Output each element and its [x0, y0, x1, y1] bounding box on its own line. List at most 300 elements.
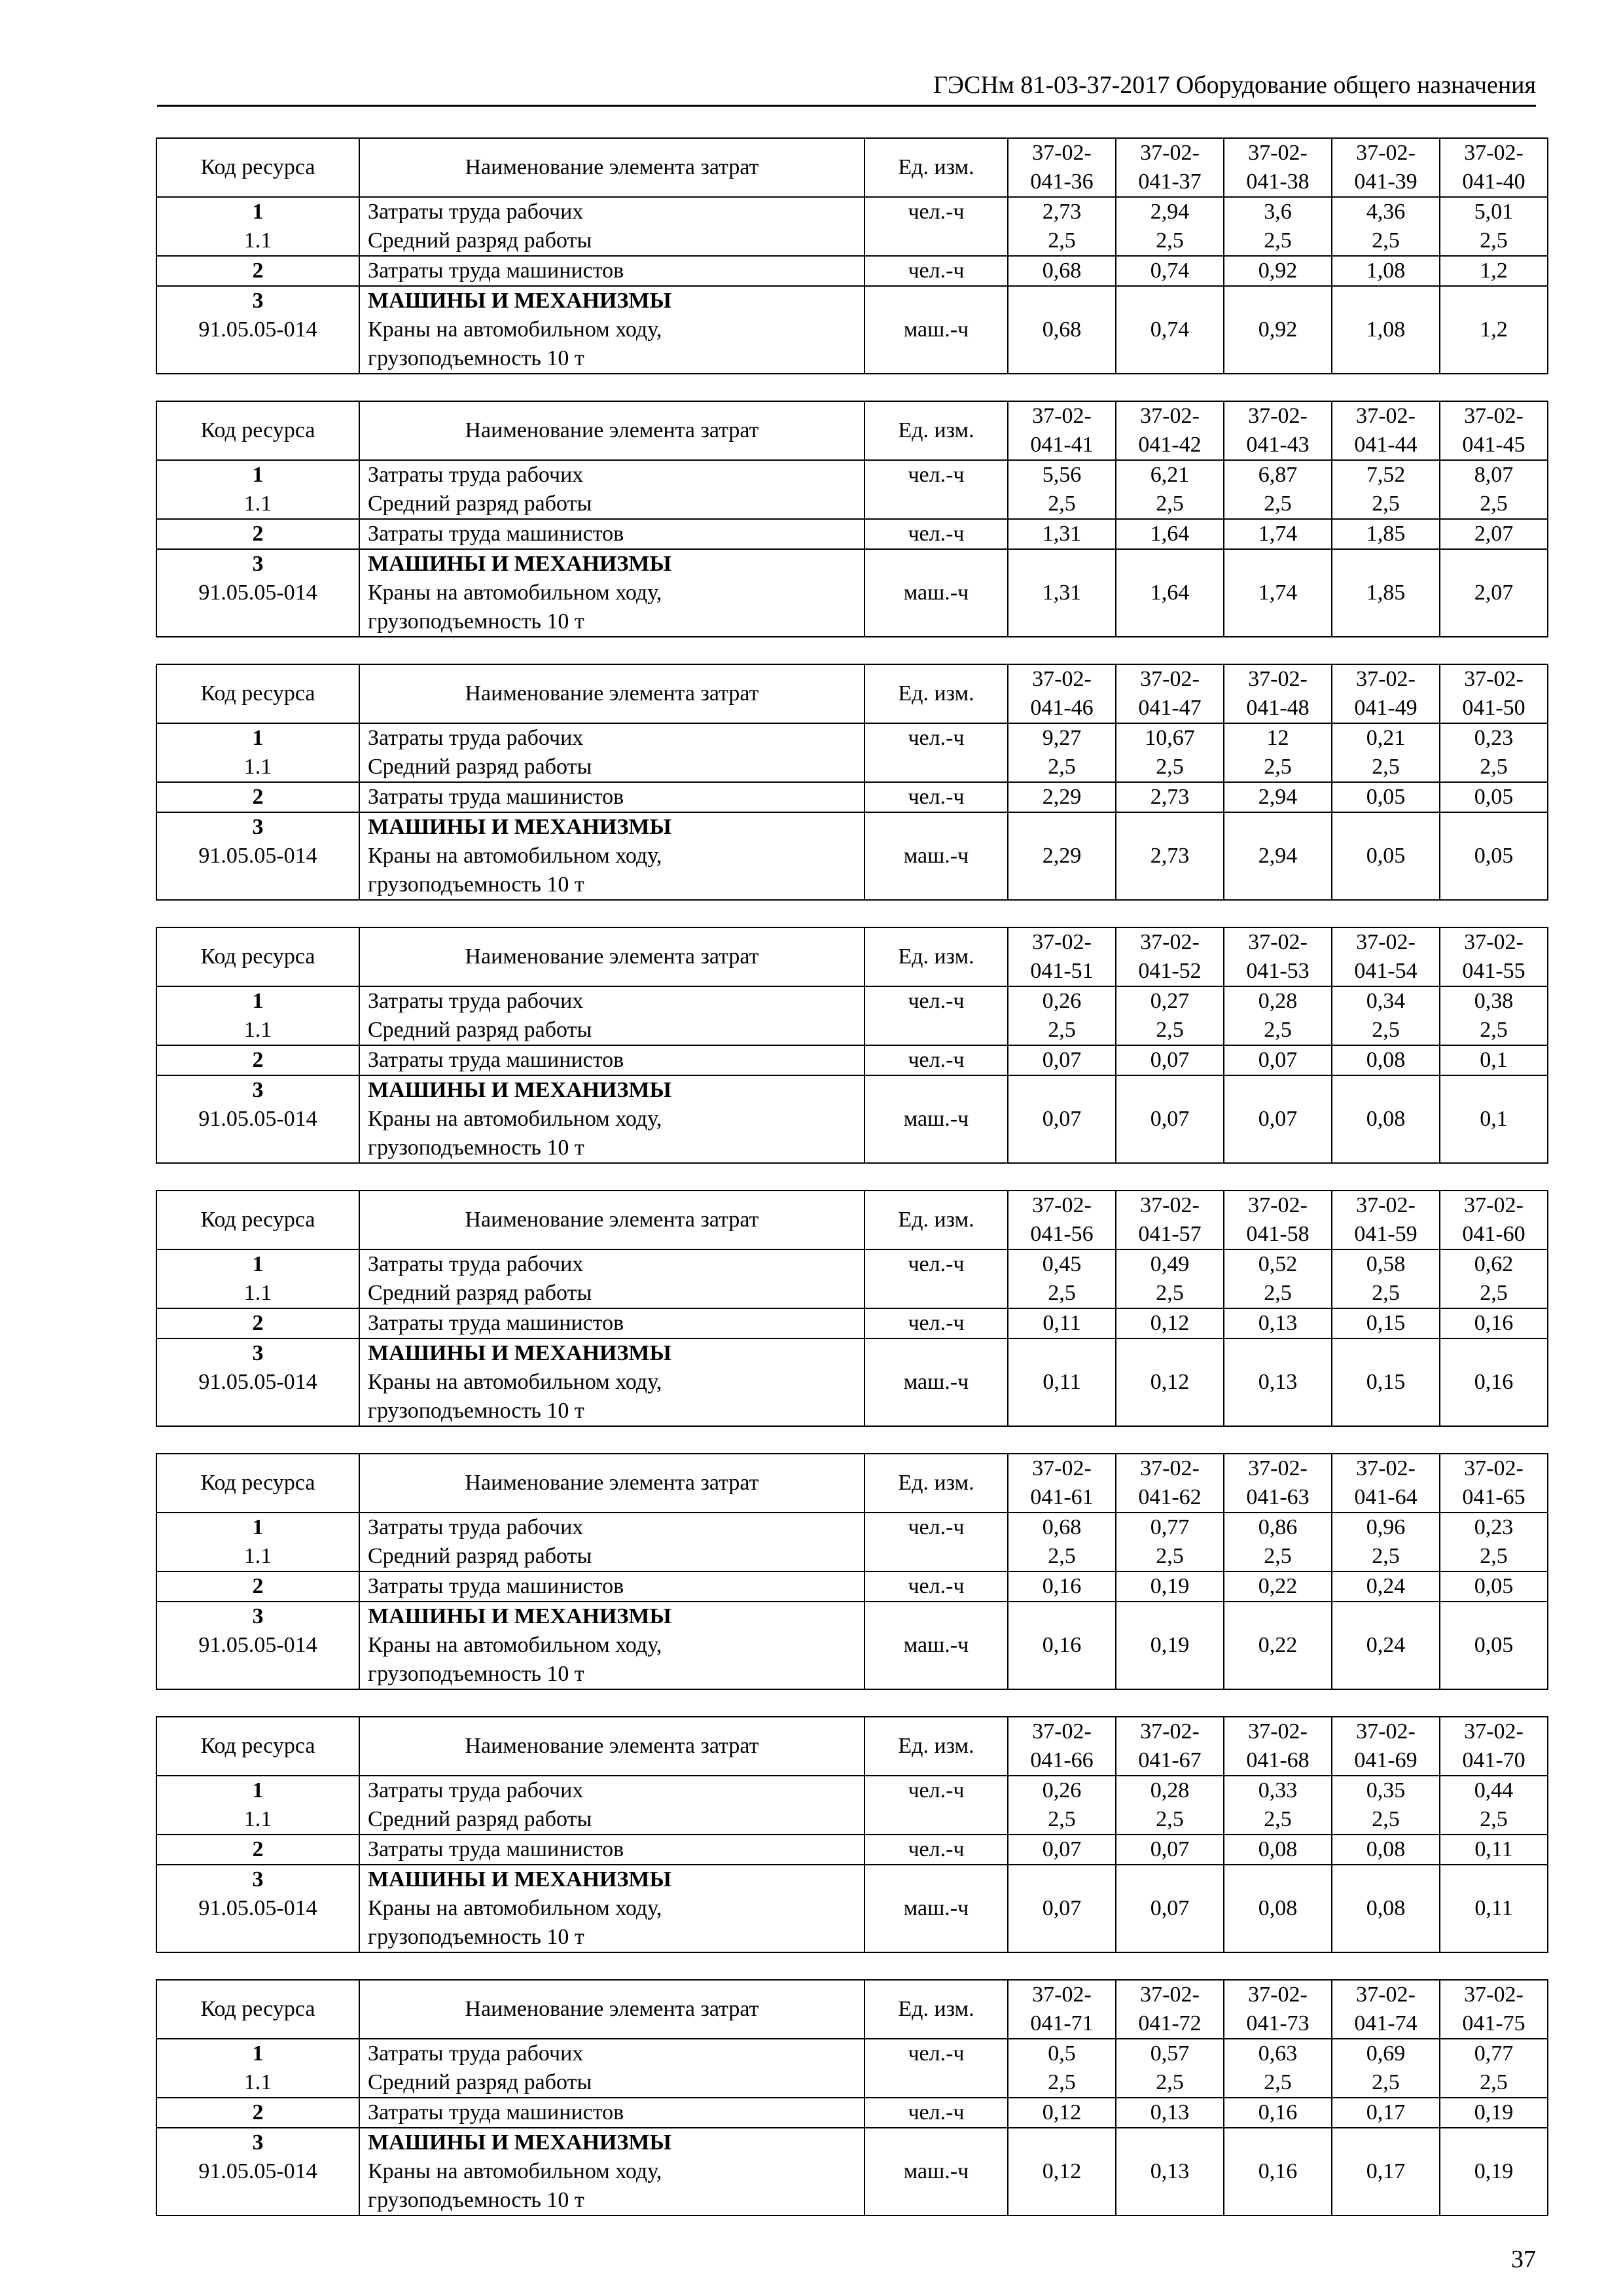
workers-value: 0,63 [1258, 2041, 1298, 2066]
row-unit: чел.-ч [865, 460, 1008, 519]
value-cell [1332, 1249, 1440, 1308]
norm-code-part1: 37-02- [1464, 141, 1524, 165]
value-cell [1440, 723, 1548, 782]
workers-value: 5,01 [1474, 200, 1514, 224]
name-machine-line1: Краны на автомобильном ходу, [368, 1107, 662, 1131]
header-norm-code [1116, 664, 1224, 723]
name-machine-line1: Краны на автомобильном ходу, [368, 581, 662, 605]
norm-code-part2: 041-37 [1138, 170, 1202, 194]
header-norm-code [1332, 138, 1440, 197]
name-workers: Затраты труда рабочих [368, 1778, 584, 1803]
value-cell [1224, 2039, 1332, 2098]
header-norm-code [1224, 927, 1332, 986]
operators-value: 0,05 [1440, 1571, 1548, 1602]
norm-code-part1: 37-02- [1032, 1982, 1092, 2007]
row-unit: чел.-ч [865, 519, 1008, 549]
norm-code-part2: 041-40 [1462, 170, 1525, 194]
operators-value: 0,24 [1332, 1571, 1440, 1602]
operators-value: 0,1 [1440, 1045, 1548, 1075]
operators-value: 0,08 [1332, 1835, 1440, 1865]
norm-code-part1: 37-02- [1248, 1193, 1308, 1217]
operators-value: 0,07 [1224, 1045, 1332, 1075]
table-row [156, 812, 1548, 900]
workers-value: 0,28 [1258, 989, 1298, 1013]
row-code [156, 1513, 359, 1571]
row-code [156, 1075, 359, 1163]
code-1: 1 [252, 463, 264, 487]
header-name: Наименование элемента затрат [359, 1454, 865, 1513]
norm-code-part1: 37-02- [1356, 141, 1416, 165]
value-cell [1008, 723, 1116, 782]
header-norm-code [1440, 1454, 1548, 1513]
code-2: 2 [252, 1311, 264, 1335]
value-cell [1116, 197, 1224, 256]
page-header-title: ГЭСНм 81-03-37-2017 Оборудование общего назначения [933, 71, 1536, 99]
workers-value: 0,5 [1048, 2041, 1076, 2066]
workers-value: 0,68 [1042, 1515, 1082, 1539]
operators-value: 1,64 [1116, 519, 1224, 549]
code-1: 1 [252, 989, 264, 1013]
header-norm-code [1224, 664, 1332, 723]
row-code [156, 197, 359, 256]
grade-value: 2,5 [1048, 228, 1076, 253]
code-2: 2 [252, 522, 264, 546]
value-cell [1440, 986, 1548, 1045]
value-cell [1008, 197, 1116, 256]
header-norm-code [1116, 401, 1224, 460]
machine-value: 0,92 [1224, 286, 1332, 374]
table-row [156, 256, 1548, 286]
table-row [156, 460, 1548, 519]
resource-table [156, 401, 1548, 637]
grade-value: 2,5 [1480, 1018, 1508, 1042]
row-unit: чел.-ч [865, 1249, 1008, 1308]
norm-code-part2: 041-52 [1138, 959, 1202, 983]
header-norm-code [1440, 1980, 1548, 2039]
machine-value: 0,11 [1440, 1865, 1548, 1952]
code-machine: 91.05.05-014 [198, 317, 317, 342]
norm-code-part1: 37-02- [1356, 1456, 1416, 1480]
operators-value: 0,74 [1116, 256, 1224, 286]
workers-value: 0,58 [1366, 1252, 1406, 1276]
workers-value: 5,56 [1042, 463, 1082, 487]
table-row [156, 1776, 1548, 1835]
table-row [156, 1075, 1548, 1163]
row-code [156, 2128, 359, 2215]
row-unit: маш.-ч [865, 812, 1008, 900]
code-machine: 91.05.05-014 [198, 1633, 317, 1657]
code-1-1: 1.1 [243, 2070, 272, 2094]
table-row [156, 1513, 1548, 1571]
header-norm-code [1332, 1191, 1440, 1249]
row-name: Затраты труда машинистов [359, 782, 865, 812]
name-machine-line2: грузоподъемность 10 т [368, 346, 584, 370]
row-unit: чел.-ч [865, 2039, 1008, 2098]
machine-value: 0,16 [1224, 2128, 1332, 2215]
header-unit: Ед. изм. [865, 664, 1008, 723]
name-workers: Затраты труда рабочих [368, 989, 584, 1013]
row-name [359, 197, 865, 256]
name-grade: Средний разряд работы [368, 1544, 592, 1568]
workers-value: 0,38 [1474, 989, 1514, 1013]
row-unit: чел.-ч [865, 1308, 1008, 1338]
machine-value: 0,12 [1116, 1338, 1224, 1426]
row-name [359, 1776, 865, 1835]
norm-code-part2: 041-73 [1246, 2011, 1310, 2036]
table-row [156, 1602, 1548, 1689]
row-name [359, 1075, 865, 1163]
name-machine-line2: грузоподъемность 10 т [368, 872, 584, 897]
workers-value: 10,67 [1145, 726, 1195, 750]
norm-code-part1: 37-02- [1464, 930, 1524, 954]
workers-value: 0,77 [1474, 2041, 1514, 2066]
norm-code-part1: 37-02- [1032, 1193, 1092, 1217]
value-cell [1440, 2039, 1548, 2098]
norm-code-part2: 041-55 [1462, 959, 1525, 983]
norm-code-part1: 37-02- [1464, 667, 1524, 691]
name-workers: Затраты труда рабочих [368, 726, 584, 750]
resource-tables [156, 137, 1537, 2242]
name-grade: Средний разряд работы [368, 228, 592, 253]
machine-value: 0,08 [1332, 1075, 1440, 1163]
norm-code-part1: 37-02- [1356, 1982, 1416, 2007]
norm-code-part2: 041-62 [1138, 1485, 1202, 1509]
machine-value: 0,17 [1332, 2128, 1440, 2215]
operators-value: 0,12 [1116, 1308, 1224, 1338]
machine-value: 0,74 [1116, 286, 1224, 374]
name-grade: Средний разряд работы [368, 2070, 592, 2094]
row-name [359, 286, 865, 374]
workers-value: 0,96 [1366, 1515, 1406, 1539]
norm-code-part1: 37-02- [1140, 1193, 1200, 1217]
header-norm-code [1224, 401, 1332, 460]
code-1-1: 1.1 [243, 1807, 272, 1831]
row-code [156, 519, 359, 549]
name-workers: Затраты труда рабочих [368, 2041, 584, 2066]
code-1-1: 1.1 [243, 228, 272, 253]
row-unit: маш.-ч [865, 1338, 1008, 1426]
value-cell [1008, 460, 1116, 519]
code-3: 3 [252, 1604, 264, 1628]
norm-code-part1: 37-02- [1248, 1982, 1308, 2007]
header-norm-code [1440, 1717, 1548, 1776]
operators-value: 0,08 [1224, 1835, 1332, 1865]
workers-value: 6,21 [1150, 463, 1190, 487]
norm-code-part2: 041-71 [1030, 2011, 1094, 2036]
workers-value: 8,07 [1474, 463, 1514, 487]
code-1-1: 1.1 [243, 755, 272, 779]
value-cell [1440, 1513, 1548, 1571]
norm-code-part1: 37-02- [1140, 141, 1200, 165]
header-norm-code [1224, 1717, 1332, 1776]
row-unit: маш.-ч [865, 1075, 1008, 1163]
operators-value: 0,08 [1332, 1045, 1440, 1075]
norm-code-part2: 041-58 [1246, 1222, 1310, 1246]
machine-value: 0,16 [1008, 1602, 1116, 1689]
norm-code-part2: 041-69 [1354, 1748, 1418, 1772]
operators-value: 0,13 [1224, 1308, 1332, 1338]
row-name: Затраты труда машинистов [359, 1835, 865, 1865]
name-machines: МАШИНЫ И МЕХАНИЗМЫ [368, 1341, 671, 1365]
operators-value: 0,19 [1440, 2098, 1548, 2128]
operators-value: 0,68 [1008, 256, 1116, 286]
name-workers: Затраты труда рабочих [368, 1252, 584, 1276]
header-norm-code [1008, 1980, 1116, 2039]
table-header-row [156, 1191, 1548, 1249]
grade-value: 2,5 [1156, 1018, 1184, 1042]
grade-value: 2,5 [1264, 1544, 1292, 1568]
grade-value: 2,5 [1048, 1018, 1076, 1042]
norm-code-part2: 041-75 [1462, 2011, 1525, 2036]
grade-value: 2,5 [1264, 1018, 1292, 1042]
header-norm-code [1440, 138, 1548, 197]
machine-value: 0,22 [1224, 1602, 1332, 1689]
row-code [156, 812, 359, 900]
row-code [156, 460, 359, 519]
row-code [156, 1338, 359, 1426]
row-unit: маш.-ч [865, 549, 1008, 637]
header-code: Код ресурса [156, 1191, 359, 1249]
workers-value: 0,28 [1150, 1778, 1190, 1803]
code-1-1: 1.1 [243, 1018, 272, 1042]
workers-value: 0,57 [1150, 2041, 1190, 2066]
grade-value: 2,5 [1048, 2070, 1076, 2094]
row-code [156, 549, 359, 637]
row-code [156, 1249, 359, 1308]
workers-value: 0,26 [1042, 1778, 1082, 1803]
resource-table [156, 137, 1548, 374]
code-2: 2 [252, 1837, 264, 1861]
header-code: Код ресурса [156, 1454, 359, 1513]
header-norm-code [1116, 1717, 1224, 1776]
value-cell [1224, 1249, 1332, 1308]
code-3: 3 [252, 1341, 264, 1365]
grade-value: 2,5 [1480, 228, 1508, 253]
row-code [156, 1776, 359, 1835]
workers-value: 0,23 [1474, 1515, 1514, 1539]
workers-value: 0,69 [1366, 2041, 1406, 2066]
name-machine-line2: грузоподъемность 10 т [368, 609, 584, 634]
machine-value: 0,05 [1440, 1602, 1548, 1689]
value-cell [1332, 197, 1440, 256]
row-unit: маш.-ч [865, 1865, 1008, 1952]
name-workers: Затраты труда рабочих [368, 463, 584, 487]
value-cell [1332, 2039, 1440, 2098]
value-cell [1224, 1776, 1332, 1835]
norm-code-part1: 37-02- [1032, 930, 1092, 954]
norm-code-part1: 37-02- [1032, 1719, 1092, 1744]
row-name: Затраты труда машинистов [359, 256, 865, 286]
row-unit: чел.-ч [865, 197, 1008, 256]
operators-value: 0,19 [1116, 1571, 1224, 1602]
code-2: 2 [252, 1574, 264, 1598]
norm-code-part2: 041-45 [1462, 433, 1525, 457]
operators-value: 0,07 [1116, 1045, 1224, 1075]
row-code [156, 723, 359, 782]
grade-value: 2,5 [1480, 492, 1508, 516]
norm-code-part1: 37-02- [1140, 1456, 1200, 1480]
row-name [359, 1602, 865, 1689]
machine-value: 1,64 [1116, 549, 1224, 637]
code-3: 3 [252, 2130, 264, 2155]
name-machine-line1: Краны на автомобильном ходу, [368, 1896, 662, 1920]
grade-value: 2,5 [1372, 492, 1400, 516]
workers-value: 0,33 [1258, 1778, 1298, 1803]
code-2: 2 [252, 2100, 264, 2125]
row-unit: чел.-ч [865, 2098, 1008, 2128]
value-cell [1440, 460, 1548, 519]
grade-value: 2,5 [1264, 1281, 1292, 1305]
row-name [359, 986, 865, 1045]
norm-code-part2: 041-64 [1354, 1485, 1418, 1509]
workers-value: 0,77 [1150, 1515, 1190, 1539]
norm-code-part2: 041-54 [1354, 959, 1418, 983]
row-code [156, 1045, 359, 1075]
grade-value: 2,5 [1048, 755, 1076, 779]
workers-value: 0,45 [1042, 1252, 1082, 1276]
machine-value: 1,31 [1008, 549, 1116, 637]
norm-code-part2: 041-70 [1462, 1748, 1525, 1772]
row-code [156, 2098, 359, 2128]
workers-value: 0,23 [1474, 726, 1514, 750]
header-norm-code [1008, 927, 1116, 986]
header-norm-code [1008, 401, 1116, 460]
code-machine: 91.05.05-014 [198, 581, 317, 605]
norm-code-part1: 37-02- [1248, 141, 1308, 165]
grade-value: 2,5 [1156, 492, 1184, 516]
value-cell [1332, 986, 1440, 1045]
norm-code-part2: 041-61 [1030, 1485, 1094, 1509]
value-cell [1224, 723, 1332, 782]
grade-value: 2,5 [1048, 492, 1076, 516]
table-header-row [156, 1454, 1548, 1513]
header-name: Наименование элемента затрат [359, 927, 865, 986]
operators-value: 1,31 [1008, 519, 1116, 549]
norm-code-part2: 041-67 [1138, 1748, 1202, 1772]
row-code [156, 1571, 359, 1602]
header-norm-code [1440, 1191, 1548, 1249]
value-cell [1224, 197, 1332, 256]
grade-value: 2,5 [1156, 1807, 1184, 1831]
norm-code-part1: 37-02- [1464, 1193, 1524, 1217]
table-row [156, 1308, 1548, 1338]
operators-value: 0,22 [1224, 1571, 1332, 1602]
grade-value: 2,5 [1372, 1807, 1400, 1831]
table-row [156, 2039, 1548, 2098]
operators-value: 0,16 [1440, 1308, 1548, 1338]
norm-code-part2: 041-38 [1246, 170, 1310, 194]
code-1: 1 [252, 2041, 264, 2066]
header-name: Наименование элемента затрат [359, 1980, 865, 2039]
table-row [156, 723, 1548, 782]
code-3: 3 [252, 815, 264, 839]
norm-code-part1: 37-02- [1140, 667, 1200, 691]
name-machine-line2: грузоподъемность 10 т [368, 2188, 584, 2212]
row-unit: чел.-ч [865, 256, 1008, 286]
resource-table [156, 927, 1548, 1164]
value-cell [1116, 986, 1224, 1045]
operators-value: 0,07 [1008, 1835, 1116, 1865]
workers-value: 4,36 [1366, 200, 1406, 224]
row-name [359, 549, 865, 637]
operators-value: 2,73 [1116, 782, 1224, 812]
header-unit: Ед. изм. [865, 927, 1008, 986]
code-3: 3 [252, 289, 264, 313]
workers-value: 7,52 [1366, 463, 1406, 487]
header-code: Код ресурса [156, 401, 359, 460]
code-2: 2 [252, 1048, 264, 1072]
name-machine-line2: грузоподъемность 10 т [368, 1399, 584, 1423]
operators-value: 0,16 [1224, 2098, 1332, 2128]
workers-value: 0,21 [1366, 726, 1406, 750]
operators-value: 1,2 [1440, 256, 1548, 286]
row-unit: чел.-ч [865, 1776, 1008, 1835]
workers-value: 0,49 [1150, 1252, 1190, 1276]
norm-code-part2: 041-41 [1030, 433, 1094, 457]
table-row [156, 1835, 1548, 1865]
header-norm-code [1224, 1980, 1332, 2039]
norm-code-part1: 37-02- [1356, 1193, 1416, 1217]
row-code [156, 1835, 359, 1865]
norm-code-part1: 37-02- [1464, 1982, 1524, 2007]
table-row [156, 986, 1548, 1045]
machine-value: 1,85 [1332, 549, 1440, 637]
norm-code-part2: 041-59 [1354, 1222, 1418, 1246]
name-machines: МАШИНЫ И МЕХАНИЗМЫ [368, 2130, 671, 2155]
row-unit: маш.-ч [865, 1602, 1008, 1689]
row-name: Затраты труда машинистов [359, 2098, 865, 2128]
workers-value: 0,34 [1366, 989, 1406, 1013]
workers-value: 2,73 [1042, 200, 1082, 224]
header-unit: Ед. изм. [865, 401, 1008, 460]
row-unit: чел.-ч [865, 1571, 1008, 1602]
row-unit: чел.-ч [865, 1835, 1008, 1865]
grade-value: 2,5 [1156, 228, 1184, 253]
norm-code-part1: 37-02- [1140, 1719, 1200, 1744]
machine-value: 0,07 [1116, 1075, 1224, 1163]
value-cell [1008, 2039, 1116, 2098]
row-code [156, 2039, 359, 2098]
workers-value: 9,27 [1042, 726, 1082, 750]
grade-value: 2,5 [1156, 2070, 1184, 2094]
row-code [156, 782, 359, 812]
value-cell [1332, 1776, 1440, 1835]
norm-code-part1: 37-02- [1356, 930, 1416, 954]
name-machines: МАШИНЫ И МЕХАНИЗМЫ [368, 1867, 671, 1892]
header-code: Код ресурса [156, 1717, 359, 1776]
machine-value: 0,08 [1332, 1865, 1440, 1952]
name-grade: Средний разряд работы [368, 755, 592, 779]
resource-table [156, 1716, 1548, 1953]
code-1: 1 [252, 200, 264, 224]
header-norm-code [1008, 664, 1116, 723]
grade-value: 2,5 [1156, 755, 1184, 779]
operators-value: 0,07 [1116, 1835, 1224, 1865]
machine-value: 1,2 [1440, 286, 1548, 374]
header-code: Код ресурса [156, 1980, 359, 2039]
row-unit: чел.-ч [865, 986, 1008, 1045]
norm-code-part1: 37-02- [1248, 1719, 1308, 1744]
value-cell [1332, 723, 1440, 782]
norm-code-part1: 37-02- [1032, 404, 1092, 428]
header-name: Наименование элемента затрат [359, 138, 865, 197]
name-machines: МАШИНЫ И МЕХАНИЗМЫ [368, 1604, 671, 1628]
resource-table [156, 1979, 1548, 2216]
machine-value: 0,07 [1008, 1865, 1116, 1952]
machine-value: 0,16 [1440, 1338, 1548, 1426]
grade-value: 2,5 [1372, 755, 1400, 779]
machine-value: 0,05 [1332, 812, 1440, 900]
